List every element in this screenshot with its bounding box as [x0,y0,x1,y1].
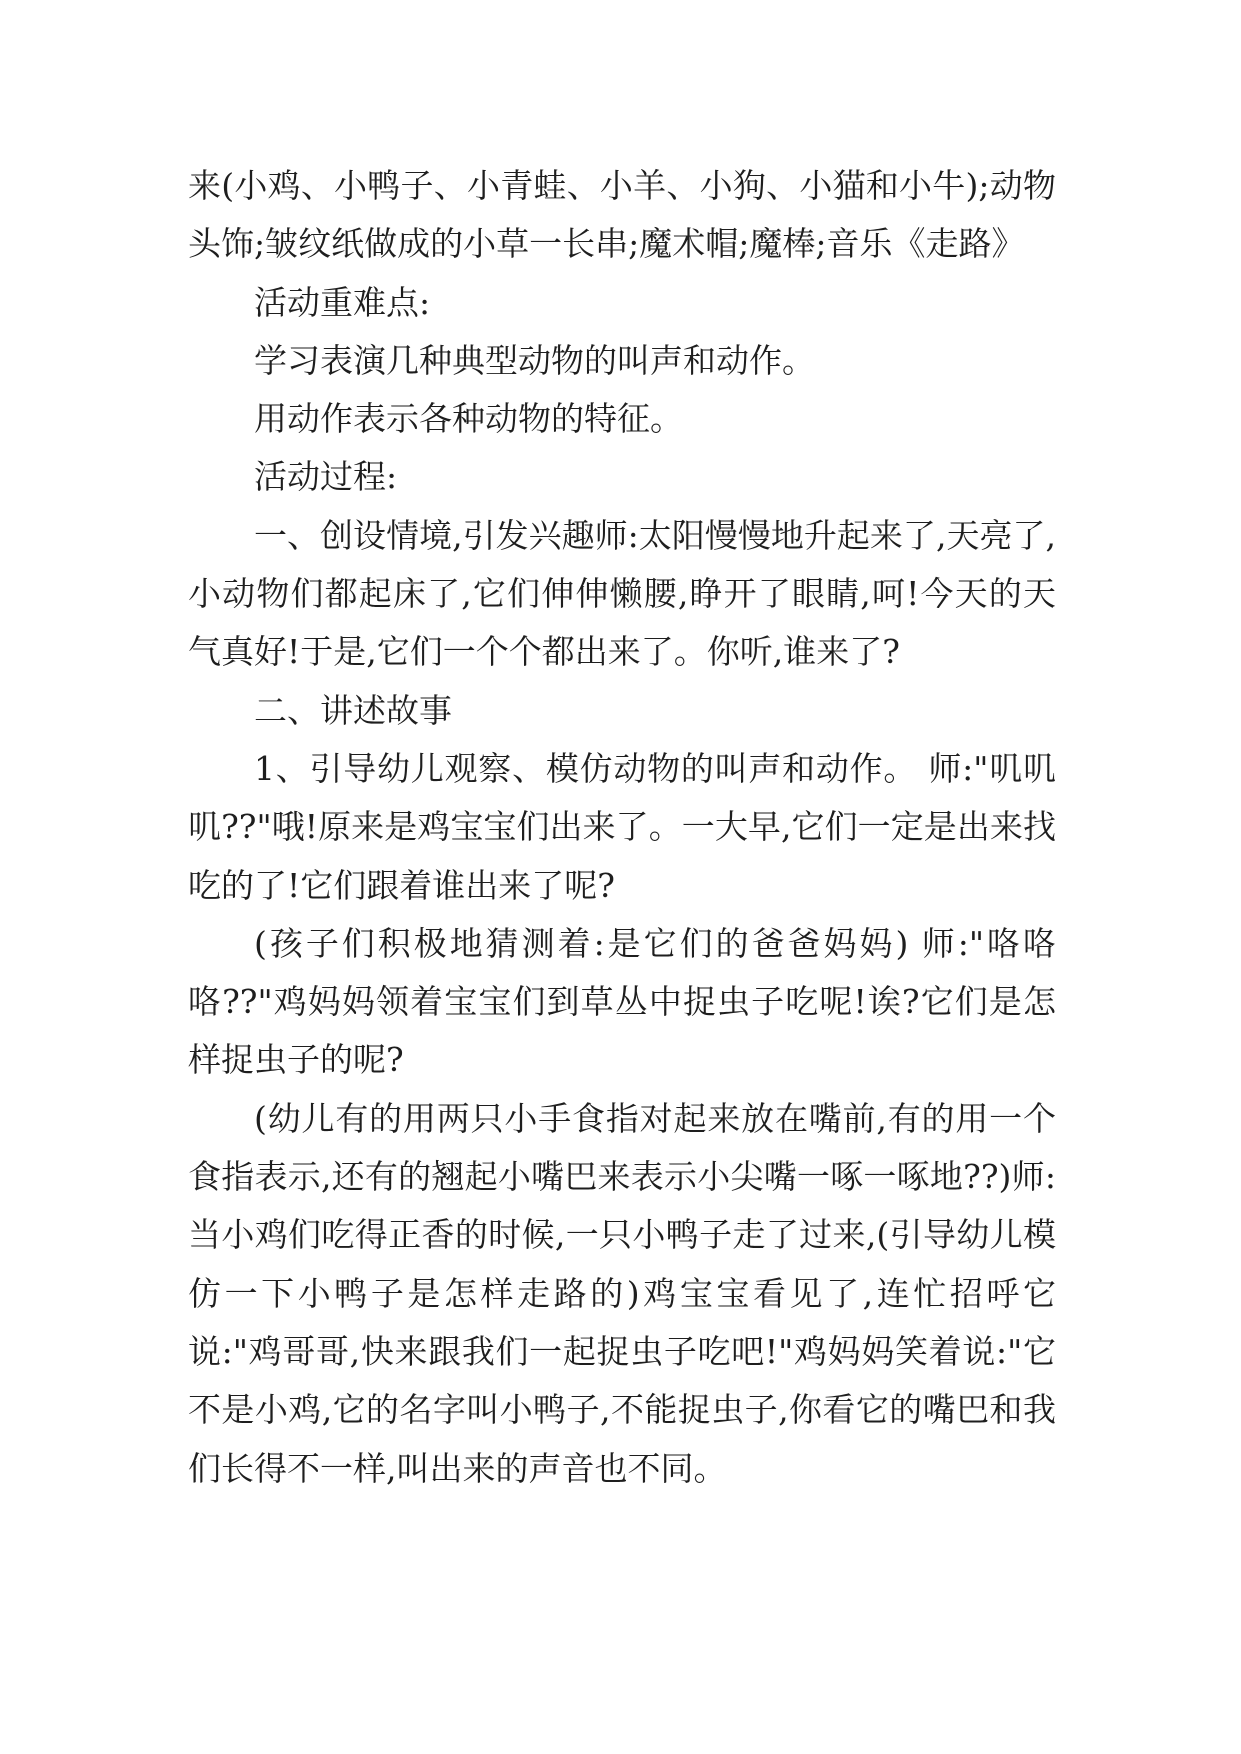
paragraph-step-1: 一、创设情境,引发兴趣师:太阳慢慢地升起来了,天亮了,小动物们都起床了,它们伸伸懒腰,睁开了眼睛,呵!今天的天气真好!于是,它们一个个都出来了。你听,谁来了? [188,515,1056,672]
paragraph-step-2-3: (幼儿有的用两只小手食指对起来放在嘴前,有的用一个食指表示,还有的翘起小嘴巴来表示小尖嘴一啄一啄地??)师:当小鸡们吃得正香的时候,一只小鸭子走了过来,(引导幼儿模仿一下小鸭子是怎样走路的)鸡宝宝看见了,连忙招呼它说:"鸡哥哥,快来跟我们一起捉虫子吃吧!"鸡妈妈笑着说:"它不是小鸡,它的名字叫小鸭子,不能捉虫子,你看它的嘴巴和我们长得不一样,叫出来的声音也不同。 [188,1098,1056,1488]
paragraph-step-2-1: 1、引导幼儿观察、模仿动物的叫声和动作。 师:"叽叽叽??"哦!原来是鸡宝宝们出来了。一大早,它们一定是出来找吃的了!它们跟着谁出来了呢? [188,748,1056,905]
heading-step-2: 二、讲述故事 [254,690,452,730]
paragraph-key-point-1: 学习表演几种典型动物的叫声和动作。 [254,340,815,380]
paragraph-key-point-2: 用动作表示各种动物的特征。 [254,399,683,439]
document-body [188,157,1056,1498]
paragraph-materials: 来(小鸡、小鸭子、小青蛙、小羊、小狗、小猫和小牛);动物头饰;皱纹纸做成的小草一长串;魔术帽;魔棒;音乐《走路》 [188,166,1056,264]
heading-activity-process: 活动过程: [254,457,398,497]
heading-key-points: 活动重难点: [254,282,431,322]
paragraph-step-2-2: (孩子们积极地猜测着:是它们的爸爸妈妈) 师:"咯咯咯??"鸡妈妈领着宝宝们到草丛中捉虫子吃呢!诶?它们是怎样捉虫子的呢? [188,923,1056,1080]
